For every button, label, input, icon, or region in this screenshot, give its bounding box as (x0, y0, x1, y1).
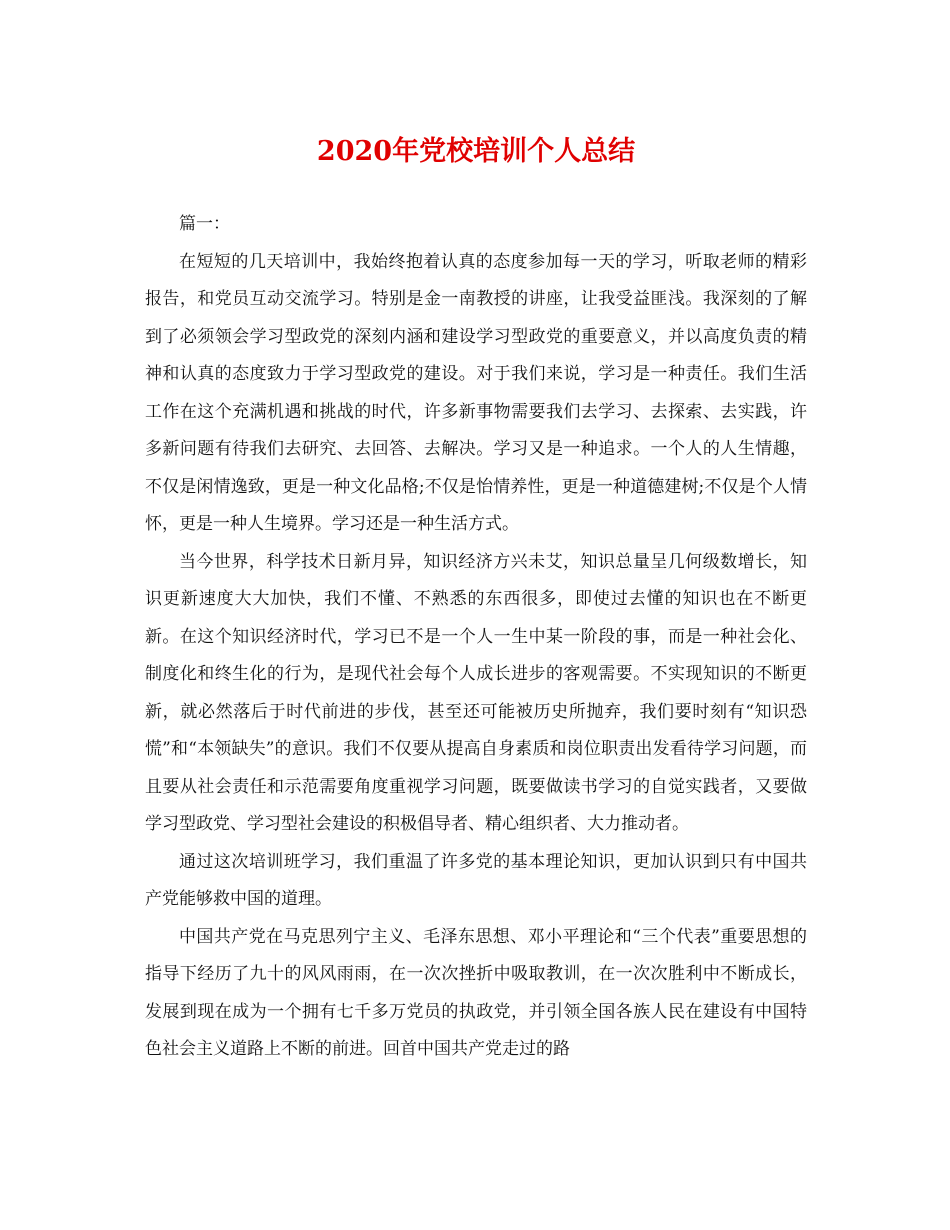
paragraph: 中国共产党在马克思列宁主义、毛泽东思想、邓小平理论和“三个代表”重要思想的指导下经历了九十的风风雨雨，在一次次挫折中吸取教训，在一次次胜利中不断成长，发展到现在成为一个拥有七千多万党员的执政党，并引领全国各族人民在建设有中国特色社会主义道路上不断的前进。回首中国共产党走过的路 (145, 926, 807, 1059)
document-page (145, 0, 807, 1230)
document-title: 2020年党校培训个人总结 (316, 136, 636, 167)
paragraph-label: 篇一： (179, 214, 230, 234)
paragraph: 在短短的几天培训中，我始终抱着认真的态度参加每一天的学习，听取老师的精彩报告，和党员互动交流学习。特别是金一南教授的讲座，让我受益匪浅。我深刻的了解到了必须领会学习型政党的深刻内涵和建设学习型政党的重要意义，并以高度负责的精神和认真的态度致力于学习型政党的建设。对于我们来说，学习是一种责任。我们生活工作在这个充满机遇和挑战的时代，许多新事物需要我们去学习、去探索、去实践，许多新问题有待我们去研究、去回答、去解决。学习又是一种追求。一个人的人生情趣，不仅是闲情逸致，更是一种文化品格;不仅是怡情养性，更是一种道德建树;不仅是个人情怀，更是一种人生境界。学习还是一种生活方式。 (145, 251, 807, 534)
paragraph: 当今世界，科学技术日新月异，知识经济方兴未艾，知识总量呈几何级数增长，知识更新速度大大加快，我们不懂、不熟悉的东西很多，即使过去懂的知识也在不断更新。在这个知识经济时代，学习已不是一个人一生中某一阶段的事，而是一种社会化、制度化和终生化的行为，是现代社会每个人成长进步的客观需要。不实现知识的不断更新，就必然落后于时代前进的步伐，甚至还可能被历史所抛弃，我们要时刻有“知识恐慌”和“本领缺失”的意识。我们不仅要从提高自身素质和岗位职责出发看待学习问题，而且要从社会责任和示范需要角度重视学习问题，既要做读书学习的自觉实践者，又要做学习型政党、学习型社会建设的积极倡导者、精心组织者、大力推动者。 (145, 551, 807, 834)
paragraph: 通过这次培训班学习，我们重温了许多党的基本理论知识，更加认识到只有中国共产党能够救中国的道理。 (145, 851, 807, 909)
document-body (145, 206, 807, 1069)
